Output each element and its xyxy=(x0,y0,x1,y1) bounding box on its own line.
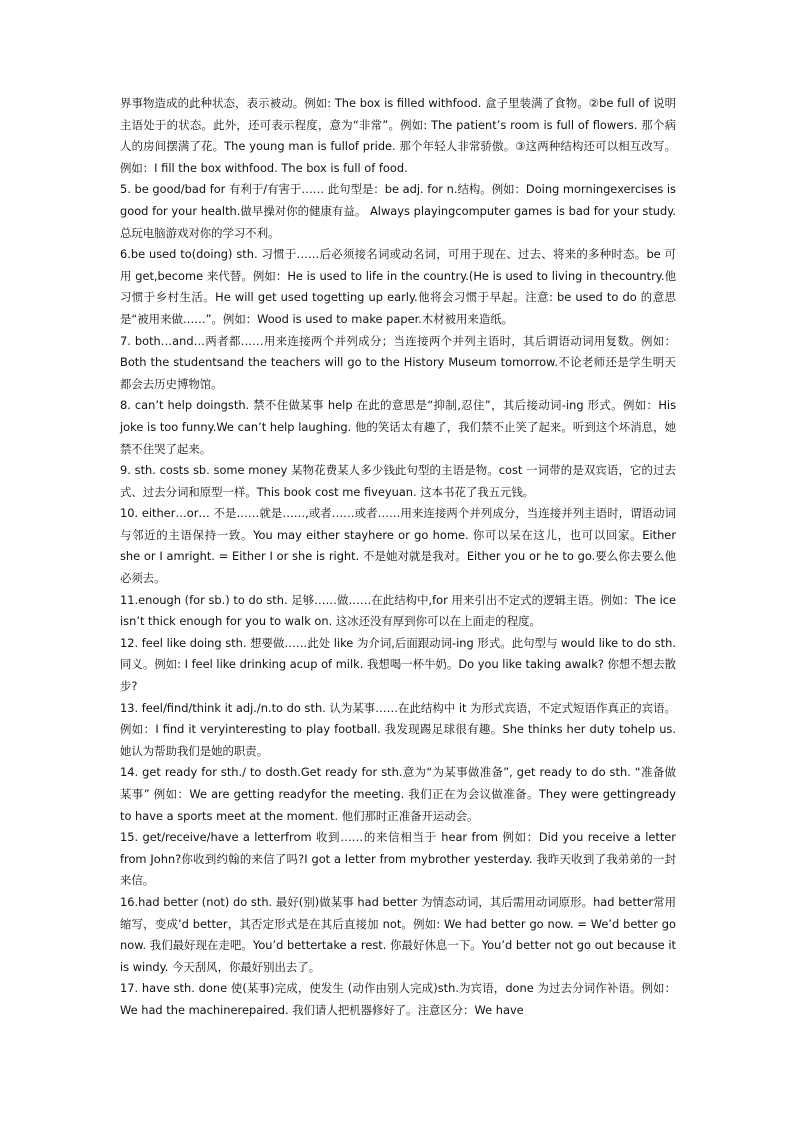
paragraph-get-ready-for: 14. get ready for sth./ to dosth.Get ready for sth.意为“为某事做准备”, get ready to do sth. “准备做某事” 例如：We are getting readyfor the meeting. 我们正在为会议做准备。They were gettingready to have a sports meet at the moment. 他们那时正准备开运动会。 xyxy=(120,765,676,823)
paragraph-have-sth-done: 17. have sth. done 使(某事)完成，使发生 (动作由别人完成)sth.为宾语，done 为过去分词作补语。例如：We had the machinerepaired. 我们请人把机器修好了。注意区分：We have xyxy=(120,981,676,1017)
paragraph-full-of: 界事物造成的此种状态，表示被动。例如: The box is filled withfood. 盒子里装满了食物。②be full of 说明主语处于的状态。此外，还可表示程度，意为“非常”。例如: The patient’s room is full of flowers. 那个病人的房间摆满了花。The young man is fullof pride. 那个年轻人非常骄傲。③这两种结构还可以相互改写。例如：I fill the box withfood. The box is full of food. xyxy=(120,96,676,175)
paragraph-feel-like-doing: 12. feel like doing sth. 想要做……此处 like 为介词,后面跟动词-ing 形式。此句型与 would like to do sth.同义。例如: I feel like drinking acup of milk. 我想喝一杯牛奶。Do you like taking awalk? 你想不想去散步? xyxy=(120,635,676,694)
paragraph-be-good-bad-for: 5. be good/bad for 有利于/有害于…… 此句型是：be adj. for n.结构。例如：Doing morningexercises is good for your health.做早操对你的健康有益。 Always playingcomputer games is bad for your study.总玩电脑游戏对你的学习不利。 xyxy=(120,182,676,240)
paragraph-both-and: 7. both…and…两者都……用来连接两个并列成分；当连接两个并列主语时，其后谓语动词用复数。例如： Both the studentsand the teachers will go to the History Museum tomorrow.不论老师还是学生明天都会去历史博物馆。 xyxy=(120,333,676,391)
paragraph-enough-to-do: 11.enough (for sb.) to do sth. 足够……做……在此结构中,for 用来引出不定式的逻辑主语。例如：The ice isn’t thick enough for you to walk on. 这冰还没有厚到你可以在上面走的程度。 xyxy=(120,592,676,629)
document-page xyxy=(120,93,676,1022)
paragraph-be-used-to: 6.be used to(doing) sth. 习惯于……后必须接名词或动名词，可用于现在、过去、将来的多种时态。be 可用 get,become 来代替。例如：He is used to life in the country.(He is used to living in thecountry.他习惯于乡村生活。He will get used togetting up early.他将会习惯于早起。注意: be used to do 的意思是“被用来做……”。例如：Wood is used to make paper.木材被用来造纸。 xyxy=(120,247,676,326)
paragraph-sth-costs-sb: 9. sth. costs sb. some money 某物花费某人多少钱此句型的主语是物。cost 一词带的是双宾语，它的过去式、过去分词和原型一样。This book cost me fiveyuan. 这本书花了我五元钱。 xyxy=(120,463,676,499)
paragraph-get-receive-letter: 15. get/receive/have a letterfrom 收到……的来信相当于 hear from 例如：Did you receive a letter from John?你收到约翰的来信了吗?I got a letter from mybrother yesterday. 我昨天收到了我弟弟的一封来信。 xyxy=(120,830,676,888)
paragraph-cant-help-doing: 8. can’t help doingsth. 禁不住做某事 help 在此的意思是“抑制,忍住”，其后接动词-ing 形式。例如：His joke is too funny.We can’t help laughing. 他的笑话太有趣了，我们禁不止笑了起来。听到这个坏消息，她禁不住哭了起来。 xyxy=(120,398,676,456)
paragraph-had-better: 16.had better (not) do sth. 最好(别)做某事 had better 为情态动词，其后需用动词原形。had better常用缩写，变成’d better，其否定形式是在其后直接加 not。例如: We had better go now. = We’d better go now. 我们最好现在走吧。You’d bettertake a rest. 你最好休息一下。You’d better not go out because it is windy. 今天刮风，你最好别出去了。 xyxy=(120,894,676,974)
paragraph-either-or: 10. either…or… 不是……就是……,或者……或者……用来连接两个并列成分，当连接并列主语时，谓语动词与邻近的主语保持一致。You may either stayhere or go home. 你可以呆在这儿，也可以回家。Either she or I amright. = Either I or she is right. 不是她对就是我对。Either you or he to go.要么你去要么他必须去。 xyxy=(120,506,676,586)
paragraph-feel-find-think-it: 13. feel/find/think it adj./n.to do sth. 认为某事……在此结构中 it 为形式宾语，不定式短语作真正的宾语。例如：I find it veryinteresting to play football. 我发现踢足球很有趣。She thinks her duty tohelp us. 她认为帮助我们是她的职责。 xyxy=(120,700,676,758)
